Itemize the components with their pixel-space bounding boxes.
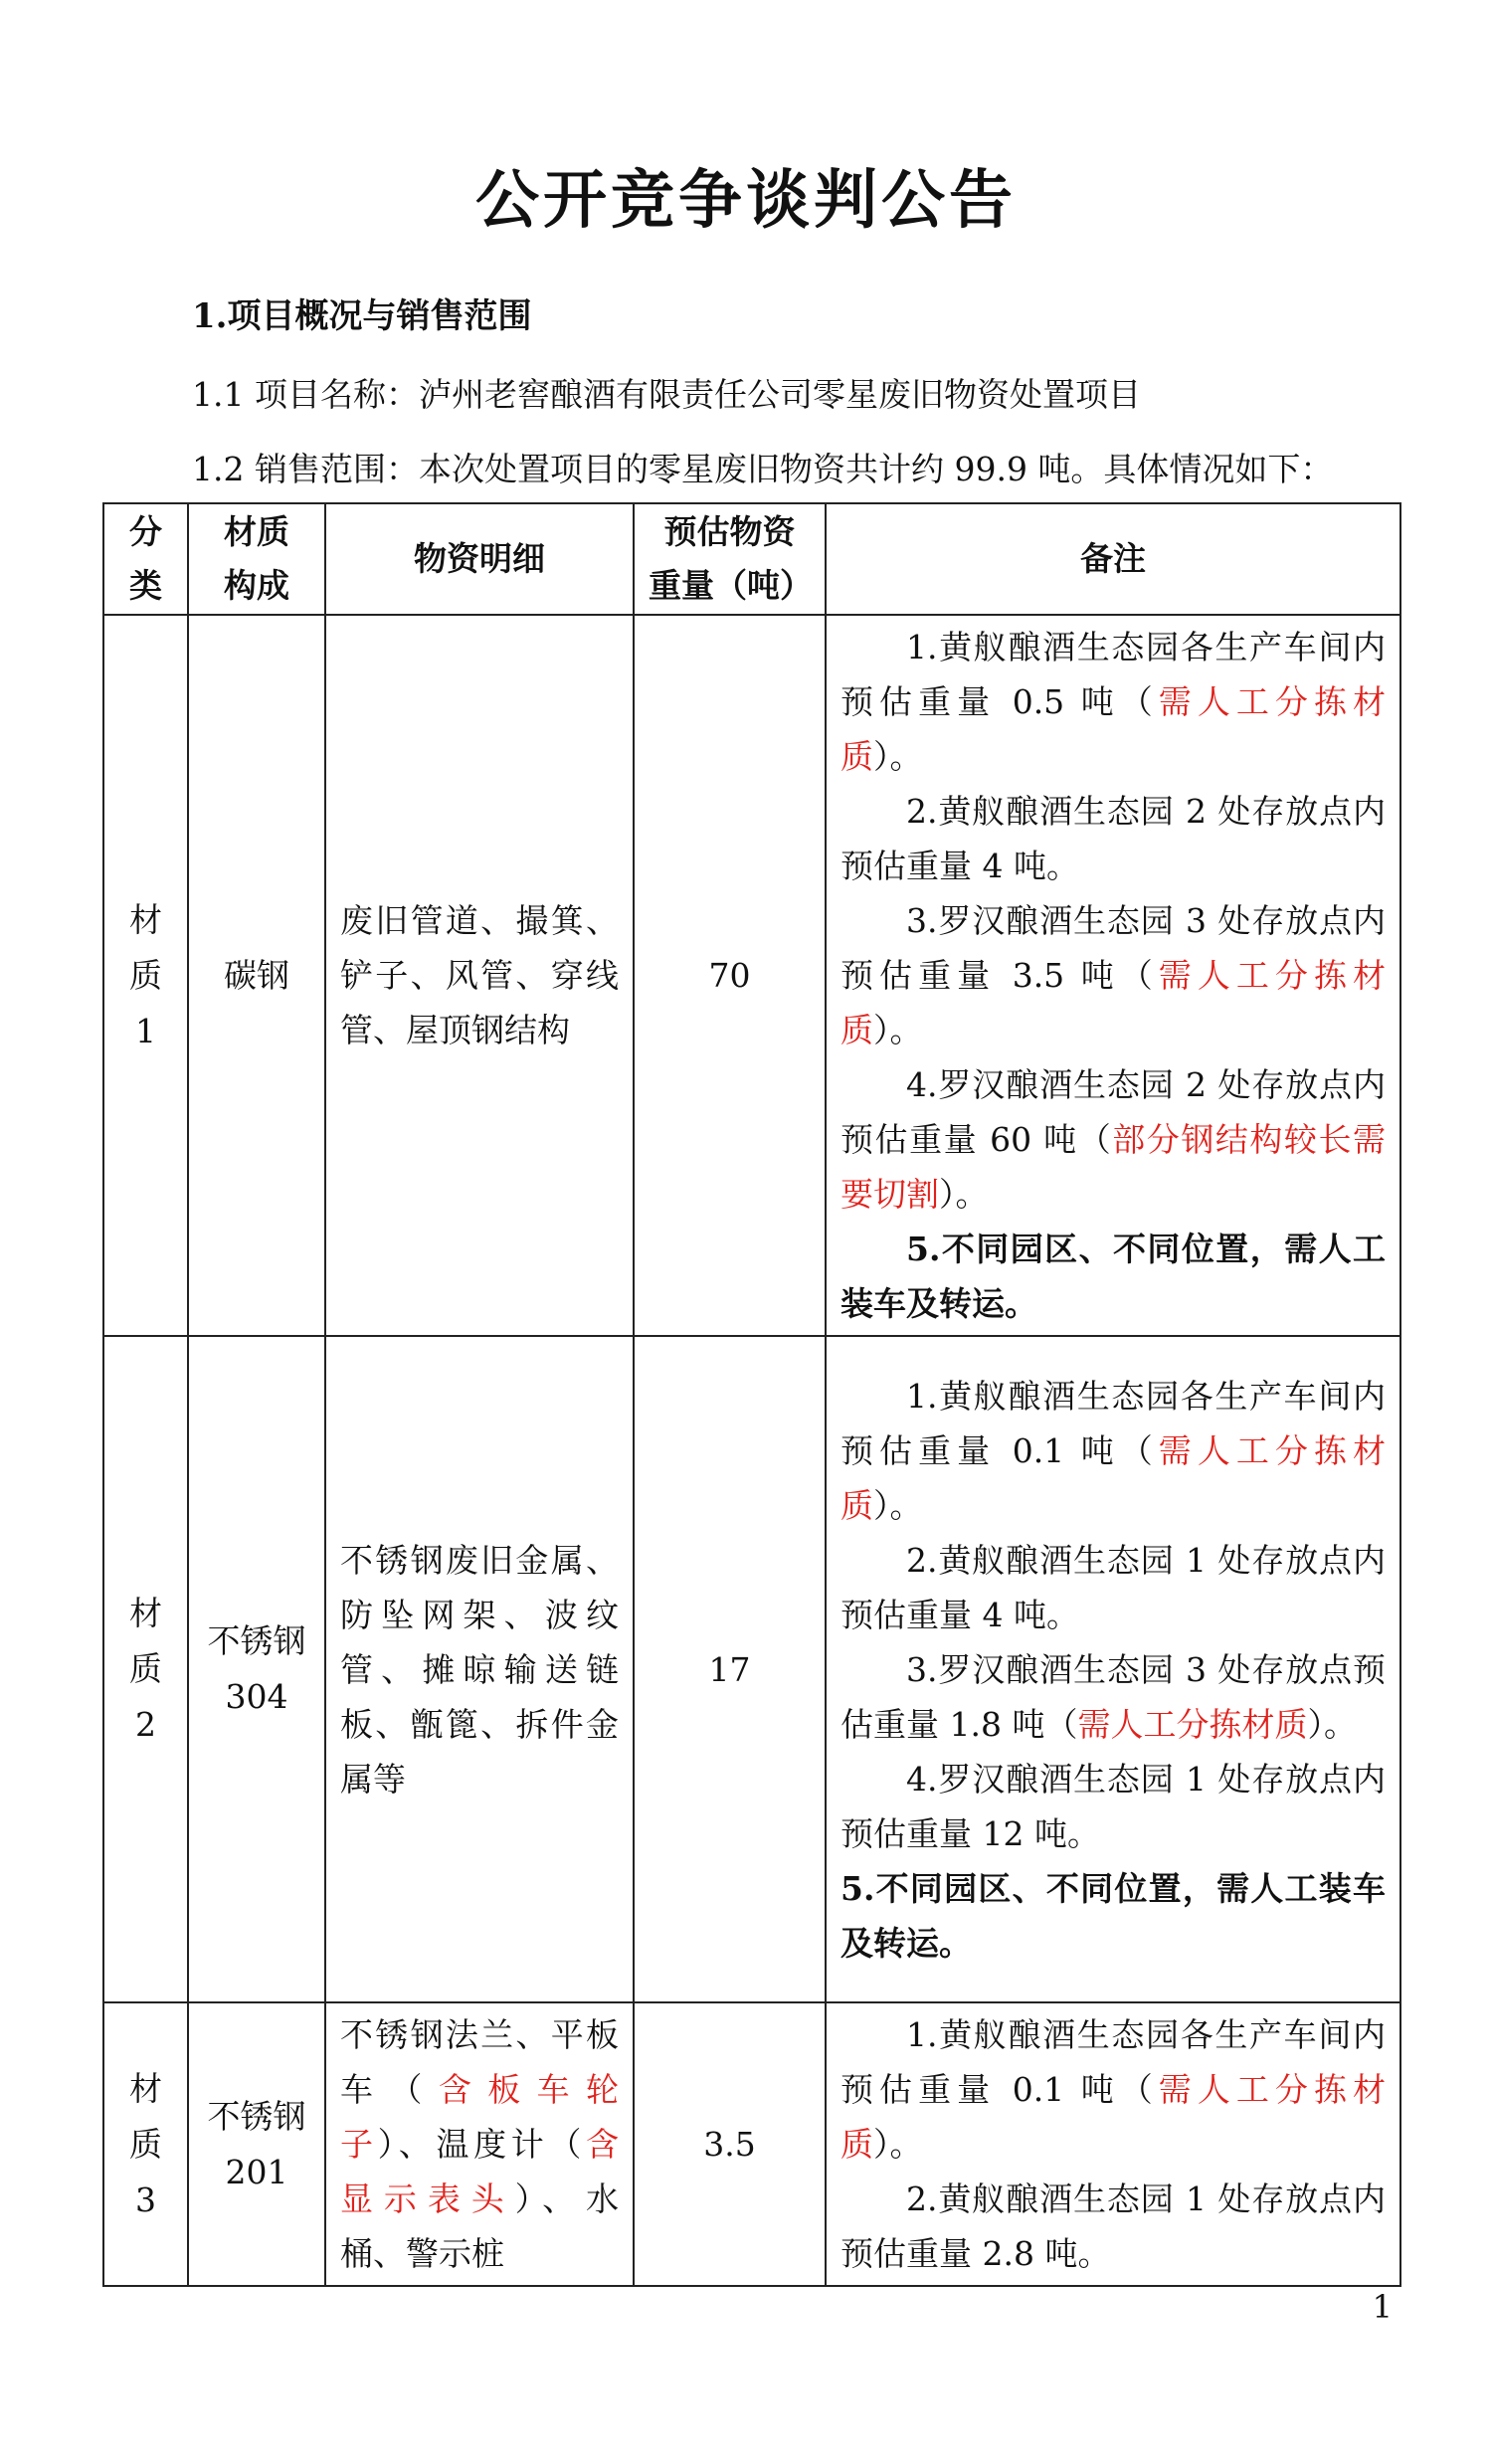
remark-item: 2.黄舣酿酒生态园 1 处存放点内预估重量 4 吨。 bbox=[840, 1540, 1386, 1634]
row-remarks bbox=[826, 2002, 1400, 2286]
remark-item: 4.罗汉酿酒生态园 1 处存放点内预估重量 12 吨。 bbox=[840, 1759, 1386, 1853]
remark-item: 2.黄舣酿酒生态园 1 处存放点内预估重量 2.8 吨。 bbox=[840, 2180, 1386, 2273]
header-category: 分类 bbox=[103, 503, 188, 615]
materials-table bbox=[102, 502, 1401, 2287]
remark-item: 2.黄舣酿酒生态园 2 处存放点内预估重量 4 吨。 bbox=[840, 792, 1386, 885]
remark-item: 5.不同园区、不同位置，需人工装车及转运。 bbox=[840, 1230, 1386, 1323]
row-material: 不锈钢 201 bbox=[188, 2002, 325, 2286]
row-details: 不锈钢废旧金属、防坠网架、波纹管、摊晾输送链板、甑篦、拆件金属等 bbox=[325, 1336, 634, 2002]
row-remarks bbox=[826, 615, 1400, 1336]
row-category: 材质1 bbox=[103, 615, 188, 1336]
row-remarks bbox=[826, 1336, 1400, 2002]
header-details: 物资明细 bbox=[325, 503, 634, 615]
table-header-row bbox=[103, 503, 1400, 615]
row-category: 材质3 bbox=[103, 2002, 188, 2286]
row-details: 废旧管道、撮箕、铲子、风管、穿线管、屋顶钢结构 bbox=[325, 615, 634, 1336]
project-name-paragraph: 1.1 项目名称：泸州老窖酿酒有限责任公司零星废旧物资处置项目 bbox=[192, 375, 1141, 414]
row-details: 不锈钢法兰、平板车（含板车轮子）、温度计（含显示表头）、水桶、警示桩 bbox=[325, 2002, 634, 2286]
remark-item: 3.罗汉酿酒生态园 3 处存放点内预估重量 3.5 吨（需人工分拣材质）。 bbox=[840, 901, 1387, 1049]
table-row bbox=[103, 1336, 1400, 2002]
section-heading: 1.项目概况与销售范围 bbox=[192, 296, 532, 336]
remark-item: 5.不同园区、不同位置，需人工装车及转运。 bbox=[840, 1868, 1386, 1963]
remark-item: 1.黄舣酿酒生态园各生产车间内预估重量 0.1 吨（需人工分拣材质）。 bbox=[840, 2015, 1387, 2164]
remark-item: 3.罗汉酿酒生态园 3 处存放点预估重量 1.8 吨（需人工分拣材质）。 bbox=[840, 1649, 1386, 1744]
page-title: 公开竞争谈判公告 bbox=[475, 163, 1017, 238]
header-weight: 预估物资重量（吨） bbox=[634, 503, 826, 615]
header-remarks: 备注 bbox=[826, 503, 1400, 615]
table-row bbox=[103, 615, 1400, 1336]
row-weight: 3.5 bbox=[634, 2002, 826, 2286]
header-material: 材质构成 bbox=[188, 503, 325, 615]
row-weight: 70 bbox=[634, 615, 826, 1336]
row-weight: 17 bbox=[634, 1336, 826, 2002]
sales-scope-paragraph: 1.2 销售范围：本次处置项目的零星废旧物资共计约 99.9 吨。具体情况如下： bbox=[192, 450, 1334, 488]
table-row bbox=[103, 2002, 1400, 2286]
row-category: 材质2 bbox=[103, 1336, 188, 2002]
page-number: 1 bbox=[1372, 2288, 1393, 2326]
remark-item: 4.罗汉酿酒生态园 2 处存放点内预估重量 60 吨（部分钢结构较长需要切割）。 bbox=[840, 1065, 1386, 1214]
row-material: 不锈钢 304 bbox=[188, 1336, 325, 2002]
row-material: 碳钢 bbox=[188, 615, 325, 1336]
remark-item: 1.黄舣酿酒生态园各生产车间内预估重量 0.1 吨（需人工分拣材质）。 bbox=[840, 1376, 1387, 1525]
remark-item: 1.黄舣酿酒生态园各生产车间内预估重量 0.5 吨（需人工分拣材质）。 bbox=[840, 628, 1387, 776]
